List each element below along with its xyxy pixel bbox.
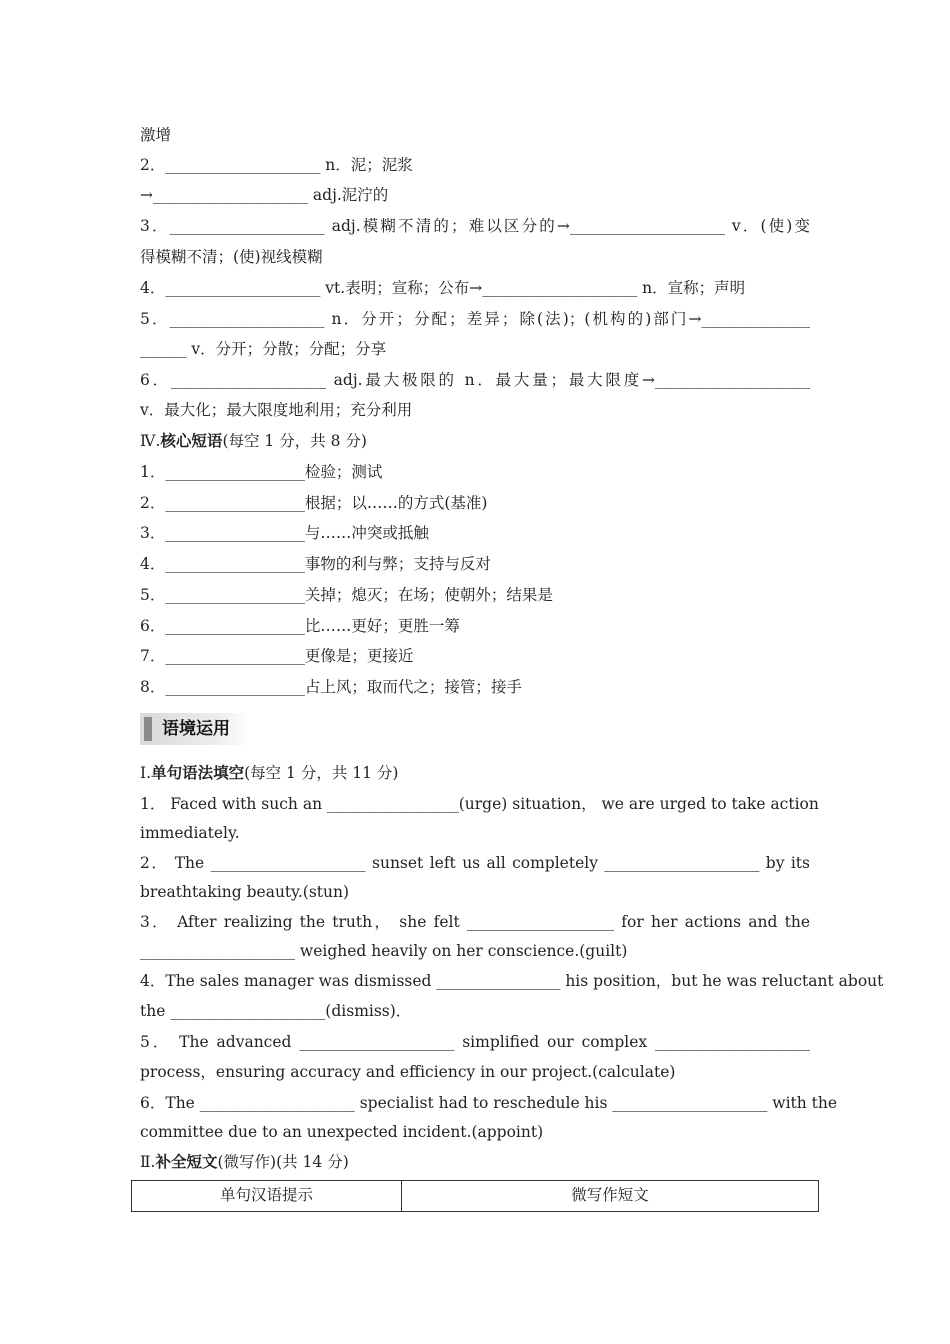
grammar-line: 3． After realizing the truth， she felt ___________________ for her actions and the [140,913,810,931]
grammar-line: committee due to an unexpected incident.(appoint) [140,1123,544,1141]
phrase-item: 4．__________________事物的利与弊；支持与反对 [140,555,491,573]
grammar-line: the ____________________(dismiss)． [140,1002,412,1020]
vocab-line-0: 激增 [140,126,172,144]
vocab-line-5: 4．____________________ vt.表明；宣称；公布→____________________ n．宣称；声明 [140,279,746,297]
vocab-line-6: 5．____________________ n．分开；分配；差异；除(法)；(机构的)部门→______________ [140,310,810,328]
phrase-item: 7．__________________更像是；更接近 [140,647,414,665]
vocab-line-2: →____________________ adj.泥泞的 [140,186,389,204]
phrase-item: 6．__________________比……更好；更胜一筹 [140,617,460,635]
vocab-line-7: ______ v．分开；分散；分配；分享 [140,340,387,358]
grammar-line: 4．The sales manager was dismissed ________________ his position，but he was reluctant about [140,972,884,990]
section-header [140,713,250,745]
grammar-line: breathtaking beauty.(stun) [140,883,350,901]
phrase-item: 5．__________________关掉；熄灭；在场；使朝外；结果是 [140,586,553,604]
section-title: 语境运用 [162,719,230,739]
section-bar-icon [144,717,152,741]
vocab-line-8: 6．____________________ adj.最大极限的 n．最大量；最大限度→____________________ [140,371,810,389]
grammar-line: 6．The ____________________ specialist had to reschedule his ____________________ with the [140,1094,838,1112]
phrase-item: 2．__________________根据；以……的方式(基准) [140,494,488,512]
phrases-heading: Ⅳ.核心短语(每空 1 分，共 8 分) [140,431,367,450]
grammar-heading-title: 单句语法填空 [151,763,245,782]
grammar-line: immediately. [140,824,240,842]
vocab-line-9: v．最大化；最大限度地利用；充分利用 [140,401,413,419]
grammar-line: process，ensuring accuracy and efficiency in our project.(calculate) [140,1063,676,1081]
vocab-line-3: 3．____________________ adj.模糊不清的；难以区分的→____________________ v．(使)变 [140,217,810,235]
table-header-essay: 微写作短文 [402,1181,819,1212]
grammar-line: ____________________ weighed heavily on her conscience.(guilt) [140,942,628,960]
grammar-line: 2． The ____________________ sunset left us all completely ____________________ by its [140,854,810,872]
writing-heading: Ⅱ.补全短文(微写作)(共 14 分) [140,1152,349,1171]
phrase-item: 1．__________________检验；测试 [140,463,383,481]
vocab-line-4: 得模糊不清；(使)视线模糊 [140,248,323,266]
table-header-hint: 单句汉语提示 [132,1181,402,1212]
grammar-line: 1． Faced with such an _________________(urge) situation， we are urged to take action [140,795,819,813]
table-row [132,1181,819,1212]
phrase-item: 8．__________________占上风；取而代之；接管；接手 [140,678,522,696]
writing-table [131,1180,819,1212]
vocab-line-1: 2．____________________ n．泥；泥浆 [140,156,413,174]
writing-heading-title: 补全短文 [155,1152,218,1171]
phrases-heading-title: 核心短语 [160,431,223,450]
phrase-item: 3．__________________与……冲突或抵触 [140,524,429,542]
grammar-heading: Ⅰ.单句语法填空(每空 1 分，共 11 分) [140,763,399,782]
grammar-line: 5． The advanced ____________________ simplified our complex ____________________ [140,1033,810,1051]
